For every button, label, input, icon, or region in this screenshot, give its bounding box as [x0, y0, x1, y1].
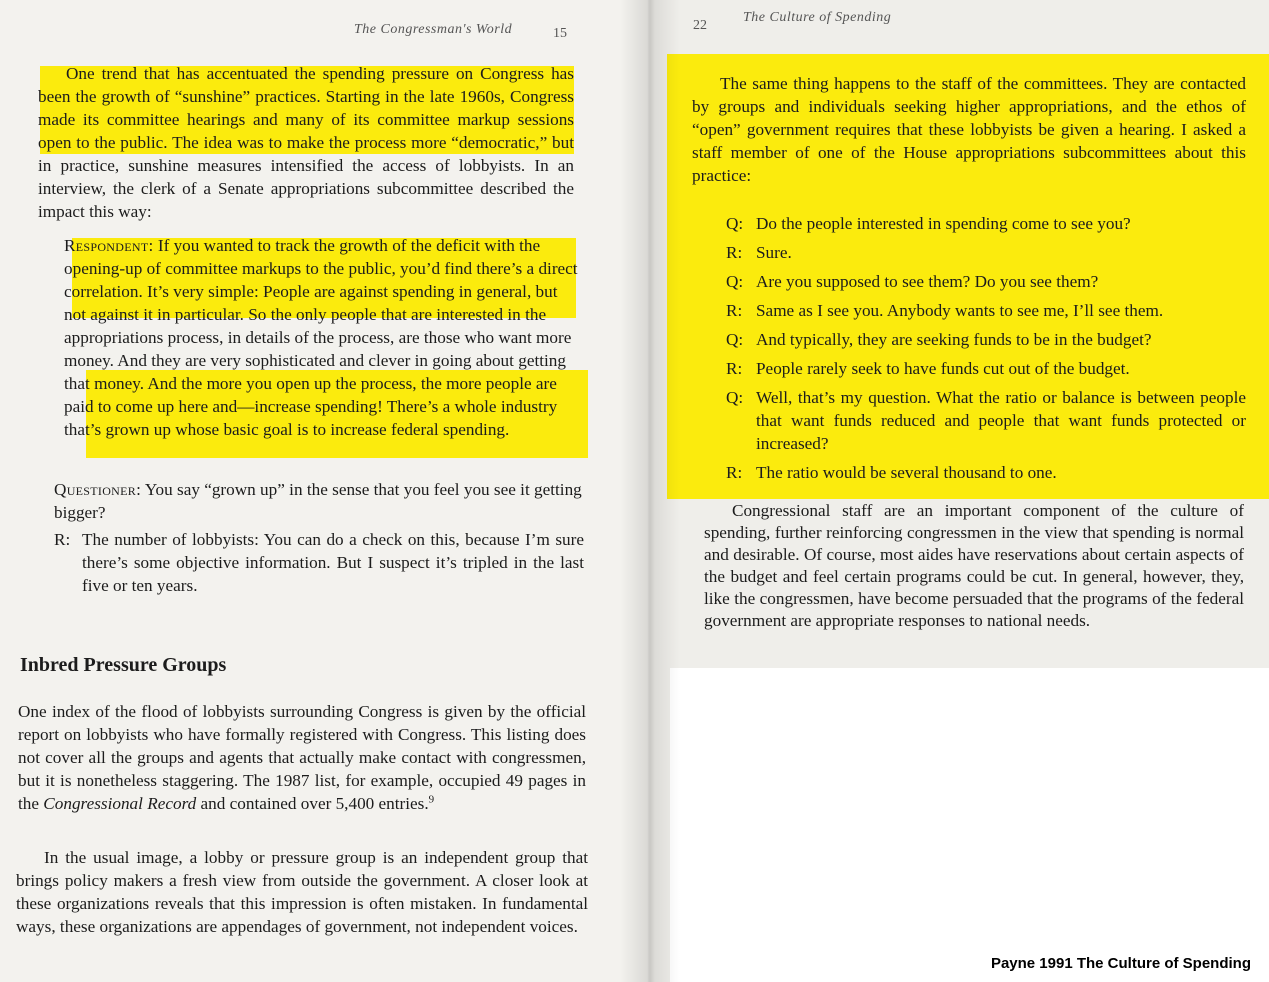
qa-item [726, 212, 1246, 235]
respondent-block [64, 234, 580, 441]
right-running-head: The Culture of Spending [743, 10, 892, 25]
qa-text: Are you supposed to see them? Do you see them? [756, 272, 1099, 291]
left-paragraph-3: In the usual image, a lobby or pressure group is an independent group that brings policy makers a fresh view from outside the government. A closer look at these organizations reveals that this impression is often mistaken. In fundamental ways, these organizations are appendages of government, not independent voices. [16, 848, 588, 936]
qa-item [726, 241, 1246, 264]
qa-label: Q: [726, 272, 744, 291]
paragraph-text: One index of the flood of lobbyists surrounding Congress is given by the official report on lobbyists who have formally registered with Congress. This listing does not cover all the groups and agents that actually make contact with congressmen, but it is nonetheless staggering. The 1987 list, for example, occupied 49 pages in the [18, 702, 586, 813]
speaker-label: Respondent: [64, 236, 154, 255]
qa-label: Q: [726, 330, 744, 349]
qa-text: Do the people interested in spending come to see you? [756, 214, 1131, 233]
interview-text: You say “grown up” in the sense that you feel you see it getting bigger? [54, 480, 582, 522]
qa-label: R: [726, 243, 743, 262]
qa-item [726, 299, 1246, 322]
speaker-label: R: [54, 530, 71, 549]
qa-text: Well, that’s my question. What the ratio or balance is between people that want funds reduced and people that want funds protected or increased? [756, 388, 1246, 453]
qa-text: And typically, they are seeking funds to be in the budget? [756, 330, 1152, 349]
left-page-number: 15 [553, 26, 567, 41]
qa-item [726, 461, 1246, 484]
journal-title: Congressional Record [43, 794, 197, 813]
questioner-block [54, 478, 582, 524]
interview-text: If you wanted to track the growth of the deficit with the opening-up of committee markups to the public, you’d find there’s a direct correlation. It’s very simple: People are against spending in general, but not against it in particular. So the only people that are interested in the appropriations process, in details of the process, are those who want more money. And they are very sophisticated and clever in going about getting that money. And the more you open up the process, the more people are paid to come up here and—increase spending! There’s a whole industry that’s grown up whose basic goal is to increase federal spending. [64, 236, 578, 439]
qa-label: Q: [726, 388, 744, 407]
right-paragraph-1: The same thing happens to the staff of the committees. They are contacted by groups and individuals seeking higher appropriations, and the ethos of “open” government requires that these lobbyists be given a hearing. I asked a staff member of one of the House appropriations subcommittees about this practice: [692, 74, 1246, 185]
qa-label: Q: [726, 214, 744, 233]
qa-label: R: [726, 301, 743, 320]
footnote-marker: 9 [428, 793, 435, 806]
right-page-number: 22 [693, 18, 707, 33]
qa-label: R: [726, 359, 743, 378]
interview-text: The number of lobbyists: You can do a check on this, because I’m sure there’s some objective information. But I suspect it’s tripled in the last five or ten years. [82, 530, 584, 595]
qa-text: People rarely seek to have funds cut out of the budget. [756, 359, 1130, 378]
source-caption: Payne 1991 The Culture of Spending [990, 955, 1251, 972]
qa-text: Same as I see you. Anybody wants to see me, I’ll see them. [756, 301, 1164, 320]
left-running-head: The Congressman's World [354, 22, 513, 37]
qa-item [726, 357, 1246, 380]
qa-item [726, 328, 1246, 351]
qa-list [726, 212, 1246, 484]
left-paragraph-2 [18, 700, 586, 815]
qa-label: R: [726, 463, 743, 482]
qa-text: The ratio would be several thousand to one. [756, 463, 1057, 482]
qa-text: Sure. [756, 243, 792, 262]
left-paragraph-1: One trend that has accentuated the spending pressure on Congress has been the growth of “sunshine” practices. Starting in the late 1960s, Congress made its committee hearings and many of its committee markup sessions open to the public. The idea was to make the process more “democratic,” but in practice, sunshine measures intensified the access of lobbyists. In an interview, the clerk of a Senate appropriations subcommittee described the impact this way: [38, 64, 574, 221]
paragraph-text: and contained over 5,400 entries. [196, 794, 429, 813]
blank-area [670, 668, 1269, 982]
qa-item [726, 386, 1246, 455]
section-heading: Inbred Pressure Groups [20, 654, 227, 676]
speaker-label: Questioner: [54, 480, 142, 499]
qa-item [726, 270, 1246, 293]
right-paragraph-2: Congressional staff are an important component of the culture of spending, further reinforcing congressmen in the view that spending is normal and desirable. Of course, most aides have reservations about certain aspects of the budget and feel certain programs could be cut. In general, however, they, like the congressmen, have become persuaded that the programs of the federal government are appropriate responses to national needs. [704, 501, 1244, 630]
respondent-short-block [54, 528, 584, 597]
